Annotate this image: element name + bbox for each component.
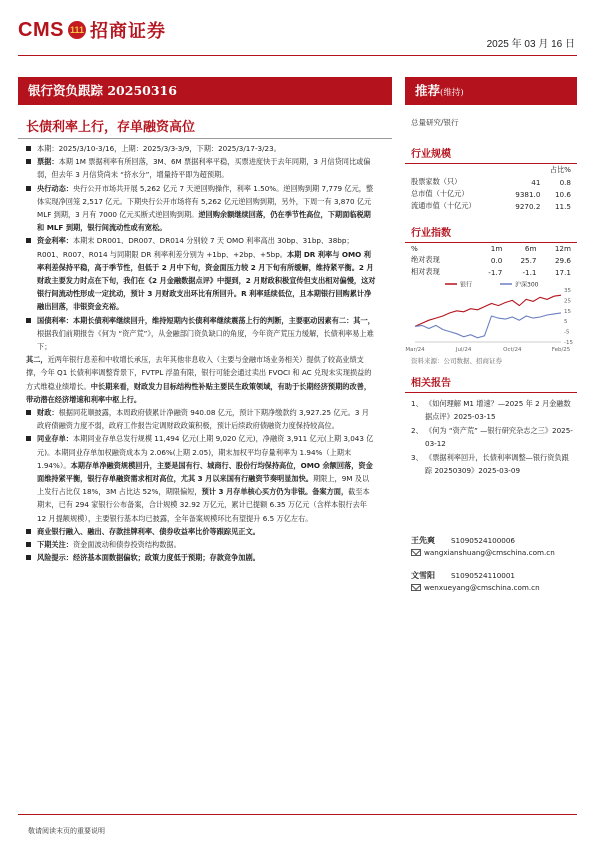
- pct-header: 占比%: [549, 165, 571, 174]
- report-link[interactable]: 《何为 “资产荒” —银行研究杂志之三》2025-03-12: [425, 426, 573, 448]
- bold-text: 资金利率：: [37, 236, 73, 246]
- row-label: 流通市值（十亿元）: [411, 201, 476, 210]
- list-number: 1、: [411, 399, 423, 408]
- performance-table: [411, 243, 571, 278]
- body-text: 近两年银行息差和中收增长承压，去年其他非息收入（主要与金融市场业务相关）提供了较高业绩支撑，今年 Q1 长债利率调整背景下，FVTPL 浮盈有限，银行可能会通过卖出 FVOCI 和 AC 兑现未实现损益的方式维稳业绩增长。: [26, 355, 372, 391]
- body-paragraph: [26, 432, 376, 524]
- mail-icon: [411, 549, 421, 556]
- y-tick-label: -5: [564, 329, 570, 336]
- list-number: 3、: [411, 453, 423, 462]
- row-pct: 10.6: [554, 189, 571, 199]
- body-text: 本期 1M 票据利率有所回落，3M、6M 票据利率平稳，买票进度快于去年同期，3 月信贷同比或偏弱，但去年 3 月信贷尚未 “挤水分”，增量持平即为超预期。: [37, 157, 371, 180]
- rating-label: 推荐: [415, 83, 441, 98]
- body-text: 本期同业存单总发行规模 11,494 亿元(上期 9,020 亿元)，净融资 3,911 亿元(上期 3,043 亿元)。本期同业存单加权融资成本为 2.06%(上期 2.05)，期末加权平均存量利率为 1.94%（上期末 1.94%）。: [37, 434, 374, 470]
- table-row: [411, 254, 571, 266]
- logo-badge-icon: 111: [68, 21, 86, 39]
- y-tick-label: -15: [564, 340, 573, 346]
- industry-size-title: 行业规模: [405, 145, 577, 164]
- rating-bar: [405, 77, 577, 105]
- bold-text: 中长期来看，财政发力目标结构性补贴主要民生政策领域，有助于长期经济预期的改善，带动潜在经济增速和利率中枢上行。: [26, 381, 372, 404]
- table-row: [411, 200, 571, 212]
- bold-text: 本期存单净融资规模回升，主要是国有行、城商行、股份行均保持高位，OMO 余额回落，资金面维持紧平衡，银行存单融资需求相对高位，尤其 3 月以来国有行融资节奏明显加快。: [37, 460, 373, 484]
- body-paragraph: [26, 234, 376, 313]
- list-item[interactable]: [411, 452, 575, 477]
- series-line-bank: [415, 295, 561, 326]
- bold-text: 央行动态：: [37, 183, 73, 193]
- bold-text: 本期长债利率继续回升，维持短期内长债利率继续震荡上行的判断，主要驱动因素有二：其一，: [72, 315, 375, 325]
- chart-source: 资料来源：公司数据、招商证券: [411, 357, 502, 365]
- report-body: [26, 142, 376, 565]
- body-paragraph: [26, 406, 376, 432]
- rating-sub: (维持): [440, 88, 464, 98]
- bold-text: 本期 DR 利率与 OMO 利率利差保持平稳，高于季节性，但低于 2 月中下旬，资金面压力较 2 月下旬有所缓解，维持紧平衡。2 月财政主要发力时点在下旬，我们在《2 月金融数据点评》中提到，2 月财政积极宣传但支出相对偏慢，这对银行间流动性形成一定扰动，预计 3 月财政支出环比有所回升。R 利率延续低位，且本期银行回购累计净融出回落，非银资金充裕。: [37, 249, 376, 312]
- row-value: -1.1: [522, 267, 537, 277]
- report-link[interactable]: 《票据利率回升，长债利率调整—银行资负跟踪 20250309》2025-03-09: [425, 453, 569, 475]
- mail-icon: [411, 584, 421, 591]
- row-pct: 0.8: [559, 177, 571, 187]
- y-tick-label: 25: [564, 298, 571, 305]
- body-paragraph: [26, 314, 376, 354]
- body-text: 央行公开市场共开展 5,262 亿元 7 天逆回购操作，利率 1.50%。逆回购到期 7,779 亿元，整体实现净回笼 2,517 亿元。下期央行公开市场将有 5,262 亿元逆回购到期，另外，下周一有 3,870 亿元 MLF 到期，3 月有 7000 亿元买断式逆回购到期。: [37, 183, 374, 220]
- body-paragraph: [26, 155, 376, 181]
- body-paragraph: [26, 353, 376, 406]
- bold-text: 财政：: [37, 408, 59, 418]
- perf-header: 1m: [490, 244, 503, 253]
- x-tick-label: Oct/24: [503, 347, 522, 352]
- industry-size-table: [411, 164, 571, 212]
- report-headline: 长债利率上行，存单融资高位: [26, 120, 196, 135]
- row-value: 9270.2: [515, 201, 541, 211]
- analyst-email[interactable]: wangxianshuang@cmschina.com.cn: [424, 547, 555, 557]
- list-item[interactable]: [411, 425, 575, 450]
- body-text: 本期：2025/3/10-3/16，上期：2025/3/3-3/9，下期：2025/3/17-3/23。: [37, 144, 281, 153]
- analyst-card: [411, 535, 555, 558]
- body-text: 截至本期末，已有 294 家银行公布备案，合计规模 32.92 万亿元，累计已提额 6.35 万亿元（含样本银行去年 12 月提额规模），主要银行基本均已披露，全年备案规模环比有望提升 6.5 万亿左右。: [37, 487, 370, 523]
- legend-label: 银行: [460, 281, 473, 289]
- row-label: 相对表现: [411, 267, 440, 276]
- body-text: 根据我们前期报告《何为 “资产荒”》，从金融部门资负缺口的角度，今年资产荒压力缓解，长债利率易上难下；: [37, 328, 374, 352]
- research-dept: 总量研究/银行: [411, 118, 459, 127]
- analyst-id: S1090524100006: [451, 536, 516, 545]
- row-label: 总市值（十亿元）: [411, 189, 469, 198]
- list-item[interactable]: [411, 398, 575, 423]
- body-text: 根据同花顺披露，本周政府债累计净融资 940.08 亿元，预计下期净缴款约 3,927.25 亿元。3 月政府债融资力度不弱，政府工作报告定调财政政策积极，预计后续政府债融资力度保持较高位。: [37, 408, 369, 431]
- logo-cn-text: 招商证券: [89, 21, 166, 42]
- body-paragraph: [26, 551, 376, 564]
- bold-text: 商业银行融入、融出、存款挂牌利率、债券收益率比价等跟踪见正文。: [37, 526, 260, 536]
- body-paragraph: [26, 525, 376, 538]
- bold-text: 下期关注：: [37, 540, 73, 550]
- industry-index-title: 行业指数: [405, 224, 577, 243]
- bold-text: 逆回购余额继续回落，仍在季节性高位，下期面临税期和 MLF 到期，银行间流动性或有宽松。: [37, 210, 371, 233]
- y-tick-label: 5: [564, 319, 568, 326]
- table-row: [411, 188, 571, 200]
- table-row: [411, 176, 571, 188]
- body-paragraph: [26, 182, 376, 235]
- body-paragraph: [26, 142, 376, 155]
- body-text: 本期末 DR001、DR007、DR014 分别较 7 天 OMO 利率高出 30bp、31bp、38bp；R001、R007、R014 与同期限 DR 利率利差分别为 +1bp、+2bp、+5bp。: [37, 236, 354, 259]
- index-performance-chart: [405, 280, 577, 352]
- company-logo: [18, 16, 166, 44]
- bold-text: 票据：: [37, 157, 59, 167]
- body-text: 资金面波动和债券投资结构数据。: [72, 540, 181, 550]
- legend-label: 沪深300: [515, 281, 539, 289]
- headline-divider: [18, 138, 392, 139]
- bold-text: 风险提示：: [37, 553, 73, 563]
- logo-cms-text: CMS: [18, 18, 64, 41]
- analyst-name: 王先爽: [411, 536, 435, 545]
- x-tick-label: Jul/24: [455, 347, 472, 352]
- bold-text: 国债利率：: [37, 315, 73, 325]
- header-divider: [18, 55, 577, 56]
- row-label: 绝对表现: [411, 255, 440, 264]
- bold-text: 预计 3 月存单核心买方仍为非银。备案方面，: [201, 487, 349, 497]
- row-pct: 11.5: [554, 201, 571, 211]
- perf-header: %: [411, 244, 418, 253]
- row-value: 25.7: [520, 255, 537, 265]
- bold-text: 经济基本面数据偏软；政策力度低于预期；存款竞争加剧。: [72, 553, 260, 563]
- perf-header: 12m: [554, 244, 571, 253]
- report-date: 2025 年 03 月 16 日: [486, 39, 575, 50]
- analyst-id: S1090524110001: [451, 571, 516, 580]
- bold-text: 同业存单：: [37, 434, 73, 444]
- bold-text: 其二，: [26, 355, 48, 365]
- row-value: 41: [531, 177, 541, 187]
- related-reports-list: [411, 398, 575, 479]
- analyst-card: [411, 570, 540, 593]
- row-value: 9381.0: [515, 189, 541, 199]
- perf-header: 6m: [524, 244, 537, 253]
- analyst-name: 文雪阳: [411, 571, 435, 580]
- x-tick-label: Feb/25: [551, 347, 571, 352]
- row-value: -1.7: [488, 267, 503, 277]
- footer-disclaimer: 敬请阅读末页的重要说明: [28, 827, 105, 835]
- report-series-bar: 银行资负跟踪 20250316: [18, 77, 392, 105]
- row-value: 0.0: [490, 255, 503, 265]
- list-number: 2、: [411, 426, 423, 435]
- analyst-email[interactable]: wenxueyang@cmschina.com.cn: [424, 582, 540, 592]
- series-line-hs300: [415, 313, 561, 338]
- body-paragraph: [26, 538, 376, 551]
- report-link[interactable]: 《如何理解 M1 增速？—2025 年 2 月金融数据点评》2025-03-15: [425, 399, 571, 421]
- row-value: 17.1: [554, 267, 571, 277]
- related-reports-title: 相关报告: [405, 374, 577, 393]
- y-tick-label: 35: [564, 288, 571, 294]
- row-label: 股票家数（只）: [411, 177, 462, 186]
- row-value: 29.6: [554, 255, 571, 265]
- y-tick-label: 15: [564, 308, 571, 315]
- table-row: [411, 266, 571, 278]
- body-text: 期限上，9M 及以上发行占比仅 18%，3M 占比达 52%，期限偏短，: [37, 474, 370, 497]
- footer-divider: [18, 814, 577, 815]
- x-tick-label: Mar/24: [405, 347, 425, 352]
